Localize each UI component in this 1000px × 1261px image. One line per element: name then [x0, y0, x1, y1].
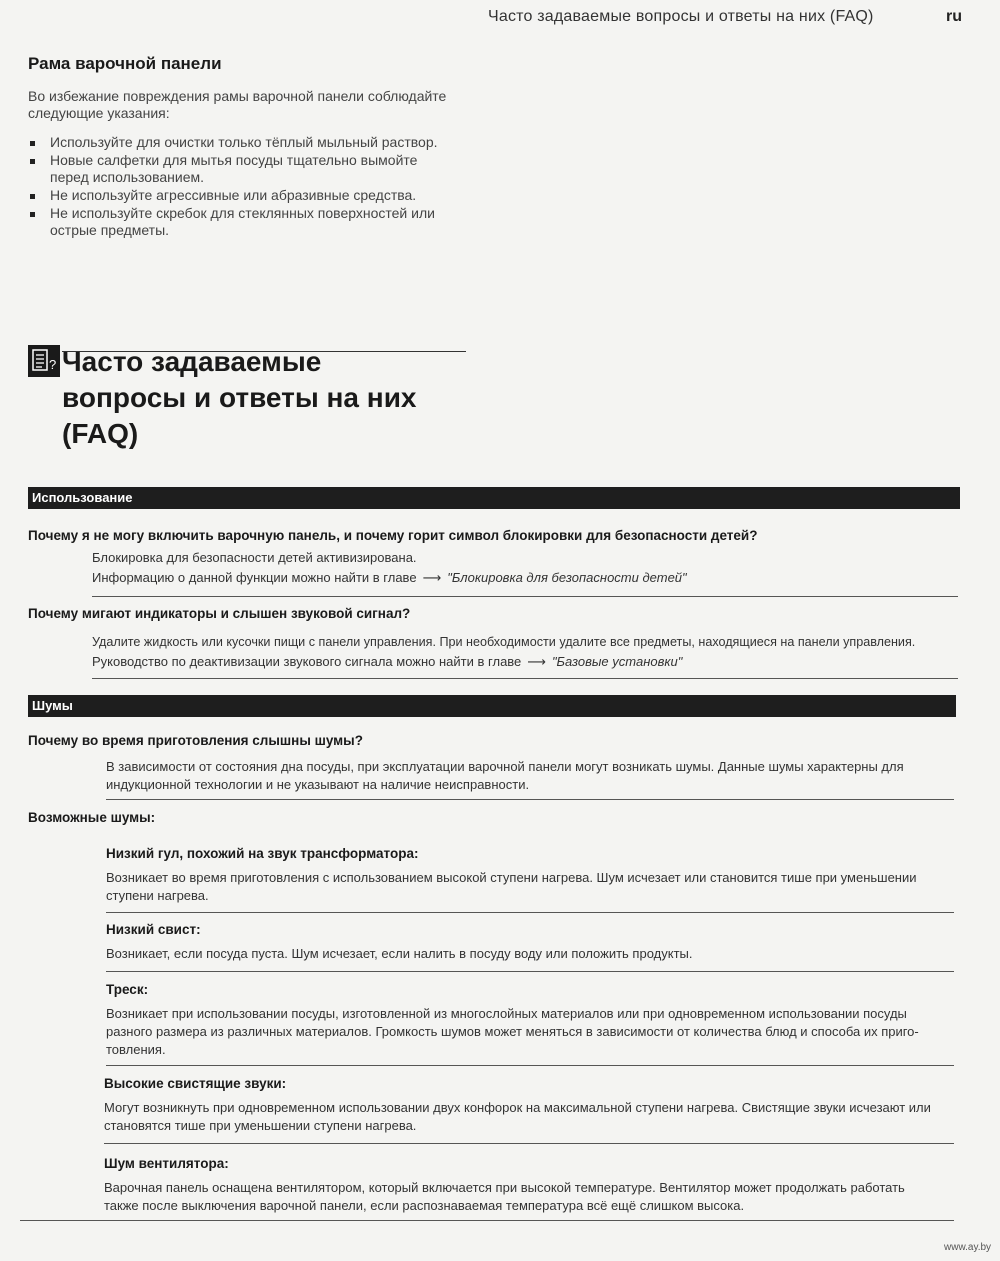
divider	[106, 1065, 954, 1066]
bullet-text: Не используйте скребок для стеклянных поверхностей или острые предметы.	[50, 205, 435, 238]
divider	[104, 1143, 954, 1144]
divider	[92, 678, 958, 679]
answer-blinking-indicators	[92, 632, 958, 672]
arrow-right-icon: ⟶	[527, 654, 546, 669]
noise-item-title: Шум вентилятора:	[104, 1156, 229, 1171]
svg-text:?: ?	[49, 357, 57, 372]
bullet-text: Новые салфетки для мытья посуды тщательно вымойте перед использованием.	[50, 152, 418, 185]
watermark: www.ay.by	[944, 1242, 992, 1253]
divider	[20, 1220, 954, 1221]
divider	[92, 596, 958, 597]
noise-item-title: Низкий свист:	[106, 922, 201, 937]
chapter-reference: "Базовые установки"	[551, 654, 683, 669]
faq-title-line: вопросы и ответы на них	[62, 382, 417, 413]
noise-item-text: Возникает, если посуда пуста. Шум исчезает, если налить в посуду воду или положить продукты.	[106, 946, 693, 961]
section-title-frame: Рама варочной панели	[28, 54, 222, 73]
noise-item-title: Высокие свистящие звуки:	[104, 1076, 287, 1091]
noise-item-text: Варочная панель оснащена вентилятором, который включается при высокой температуре. Вентилятор может продолжать работать также после выключения варочной панели, если распознаваемая температура всё ещё слишком высока.	[104, 1180, 905, 1213]
bullet-square-icon	[30, 212, 35, 217]
noise-item-text: Могут возникнуть при одновременном использовании двух конфорок на максимальной ступени нагрева. Свистящие звуки исчезают или становятся тише при уменьшении ступени нагрева.	[104, 1100, 931, 1133]
noise-item-text: Возникает при использовании посуды, изготовленной из многослойных материалов или при одновременном использовании посуды разного размера из различных материалов. Громкость шумов может меняться в зависимости от количества блюд и способа их приготовления.	[106, 1006, 919, 1057]
faq-title-line: Часто задаваемые	[62, 346, 322, 377]
bullet-item	[28, 187, 458, 204]
noise-item	[106, 922, 954, 963]
answer-child-lock	[92, 548, 952, 588]
answer-line: Удалите жидкость или кусочки пищи с панели управления. При необходимости удалите все предметы, находящиеся на панели управления.	[92, 635, 916, 649]
divider	[106, 971, 954, 972]
bullet-text: Не используйте агрессивные или абразивные средства.	[50, 187, 417, 203]
frame-bullet-list	[28, 134, 458, 240]
question-noise: Почему во время приготовления слышны шумы?	[28, 733, 363, 748]
divider	[106, 799, 954, 800]
faq-page-title	[62, 344, 416, 452]
bullet-item	[28, 152, 458, 186]
bullet-square-icon	[30, 141, 35, 146]
bullet-item	[28, 205, 458, 239]
chapter-reference: "Блокировка для безопасности детей"	[447, 570, 687, 585]
bullet-item	[28, 134, 458, 151]
noise-item-text: Возникает во время приготовления с использованием высокой ступени нагрева. Шум исчезает или становится тише при уменьшении ступени нагрева.	[106, 870, 917, 903]
arrow-right-icon: ⟶	[422, 570, 442, 585]
question-child-lock: Почему я не могу включить варочную панель, и почему горит символ блокировки для безопасности детей?	[28, 528, 758, 543]
answer-reference-line	[92, 568, 952, 588]
noise-item	[106, 982, 946, 1059]
question-blinking-indicators: Почему мигают индикаторы и слышен звуковой сигнал?	[28, 606, 411, 621]
answer-line: Блокировка для безопасности детей активизирована.	[92, 550, 417, 565]
bullet-square-icon	[30, 159, 35, 164]
section-bar-usage: Использование	[28, 487, 960, 509]
bullet-square-icon	[30, 194, 35, 199]
section-bar-noise: Шумы	[28, 695, 956, 717]
answer-line: Руководство по деактивизации звукового сигнала можно найти в главе	[92, 654, 522, 669]
answer-line: Информацию о данной функции можно найти в главе	[92, 570, 417, 585]
bullet-text: Используйте для очистки только тёплый мыльный раствор.	[50, 134, 438, 150]
possible-noises-heading: Возможные шумы:	[28, 810, 156, 825]
faq-document-question-icon	[28, 345, 60, 377]
running-header-title: Часто задаваемые вопросы и ответы на них (FAQ)	[488, 8, 874, 25]
faq-title-line: (FAQ)	[62, 418, 139, 449]
divider	[106, 912, 954, 913]
answer-reference-line	[92, 652, 958, 672]
answer-noise: В зависимости от состояния дна посуды, при эксплуатации варочной панели могут возникать шумы. Данные шумы характерны для индукционной технологии и не указывают на наличие неисправности.	[106, 759, 904, 792]
language-code: ru	[946, 8, 962, 25]
noise-item	[106, 846, 954, 905]
noise-item	[104, 1076, 950, 1135]
frame-intro-text: Во избежание повреждения рамы варочной панели соблюдайте следующие указания:	[28, 88, 447, 121]
noise-item-title: Треск:	[106, 982, 149, 997]
noise-item	[104, 1156, 934, 1215]
noise-item-title: Низкий гул, похожий на звук трансформатора:	[106, 846, 419, 861]
